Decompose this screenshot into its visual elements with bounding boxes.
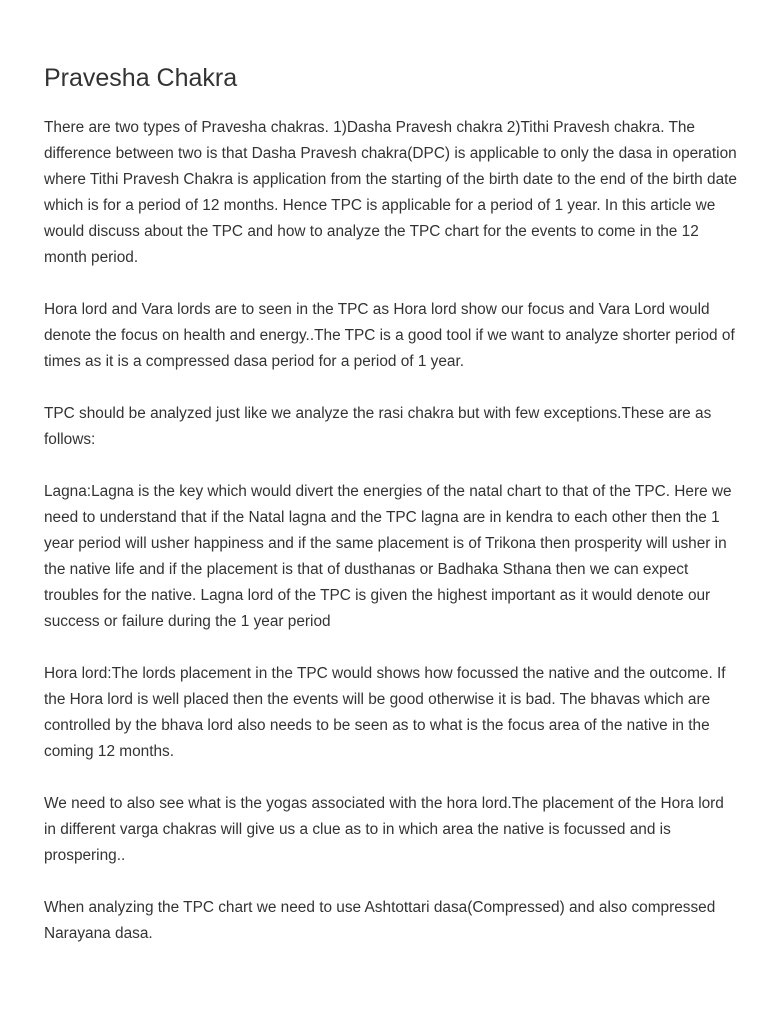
paragraph-intro: There are two types of Pravesha chakras. 1)Dasha Pravesh chakra 2)Tithi Pravesh chakra. The difference between two is that Dasha Pravesh chakra(DPC) is applicable to only the dasa in operation where Tithi Pravesh Chakra is application from the starting of the birth date to the end of the birth date which is for a period of 12 months. Hence TPC is applicable for a period of 1 year. In this article we would discuss about the TPC and how to analyze the TPC chart for the events to come in the 12 month period. [44, 119, 737, 266]
paragraph-dasa: When analyzing the TPC chart we need to use Ashtottari dasa(Compressed) and also compressed Narayana dasa. [44, 899, 716, 942]
paragraph-hora-lord: Hora lord:The lords placement in the TPC would shows how focussed the native and the outcome. If the Hora lord is well placed then the events will be good otherwise it is bad. The bhavas which are controlled by the bhava lord also needs to be seen as to what is the focus area of the native in the coming 12 months. [44, 665, 726, 760]
paragraph-exceptions: TPC should be analyzed just like we analyze the rasi chakra but with few exceptions.These are as follows: [44, 405, 712, 448]
paragraph-yogas: We need to also see what is the yogas associated with the hora lord.The placement of the Hora lord in different varga chakras will give us a clue as to in which area the native is focussed and is prospering.. [44, 795, 724, 864]
paragraph-lagna: Lagna:Lagna is the key which would divert the energies of the natal chart to that of the TPC. Here we need to understand that if the Natal lagna and the TPC lagna are in kendra to each other then the 1 year period will usher happiness and if the same placement is of Trikona then prosperity will usher in the native life and if the placement is that of dusthanas or Badhaka Sthana then we can expect troubles for the native. Lagna lord of the TPC is given the highest important as it would denote our success or failure during the 1 year period [44, 483, 732, 630]
article [44, 58, 739, 973]
paragraph-hora-vara: Hora lord and Vara lords are to seen in the TPC as Hora lord show our focus and Vara Lord would denote the focus on health and energy..The TPC is a good tool if we want to analyze shorter period of times as it is a compressed dasa period for a period of 1 year. [44, 301, 735, 370]
page-title: Pravesha Chakra [44, 64, 238, 92]
